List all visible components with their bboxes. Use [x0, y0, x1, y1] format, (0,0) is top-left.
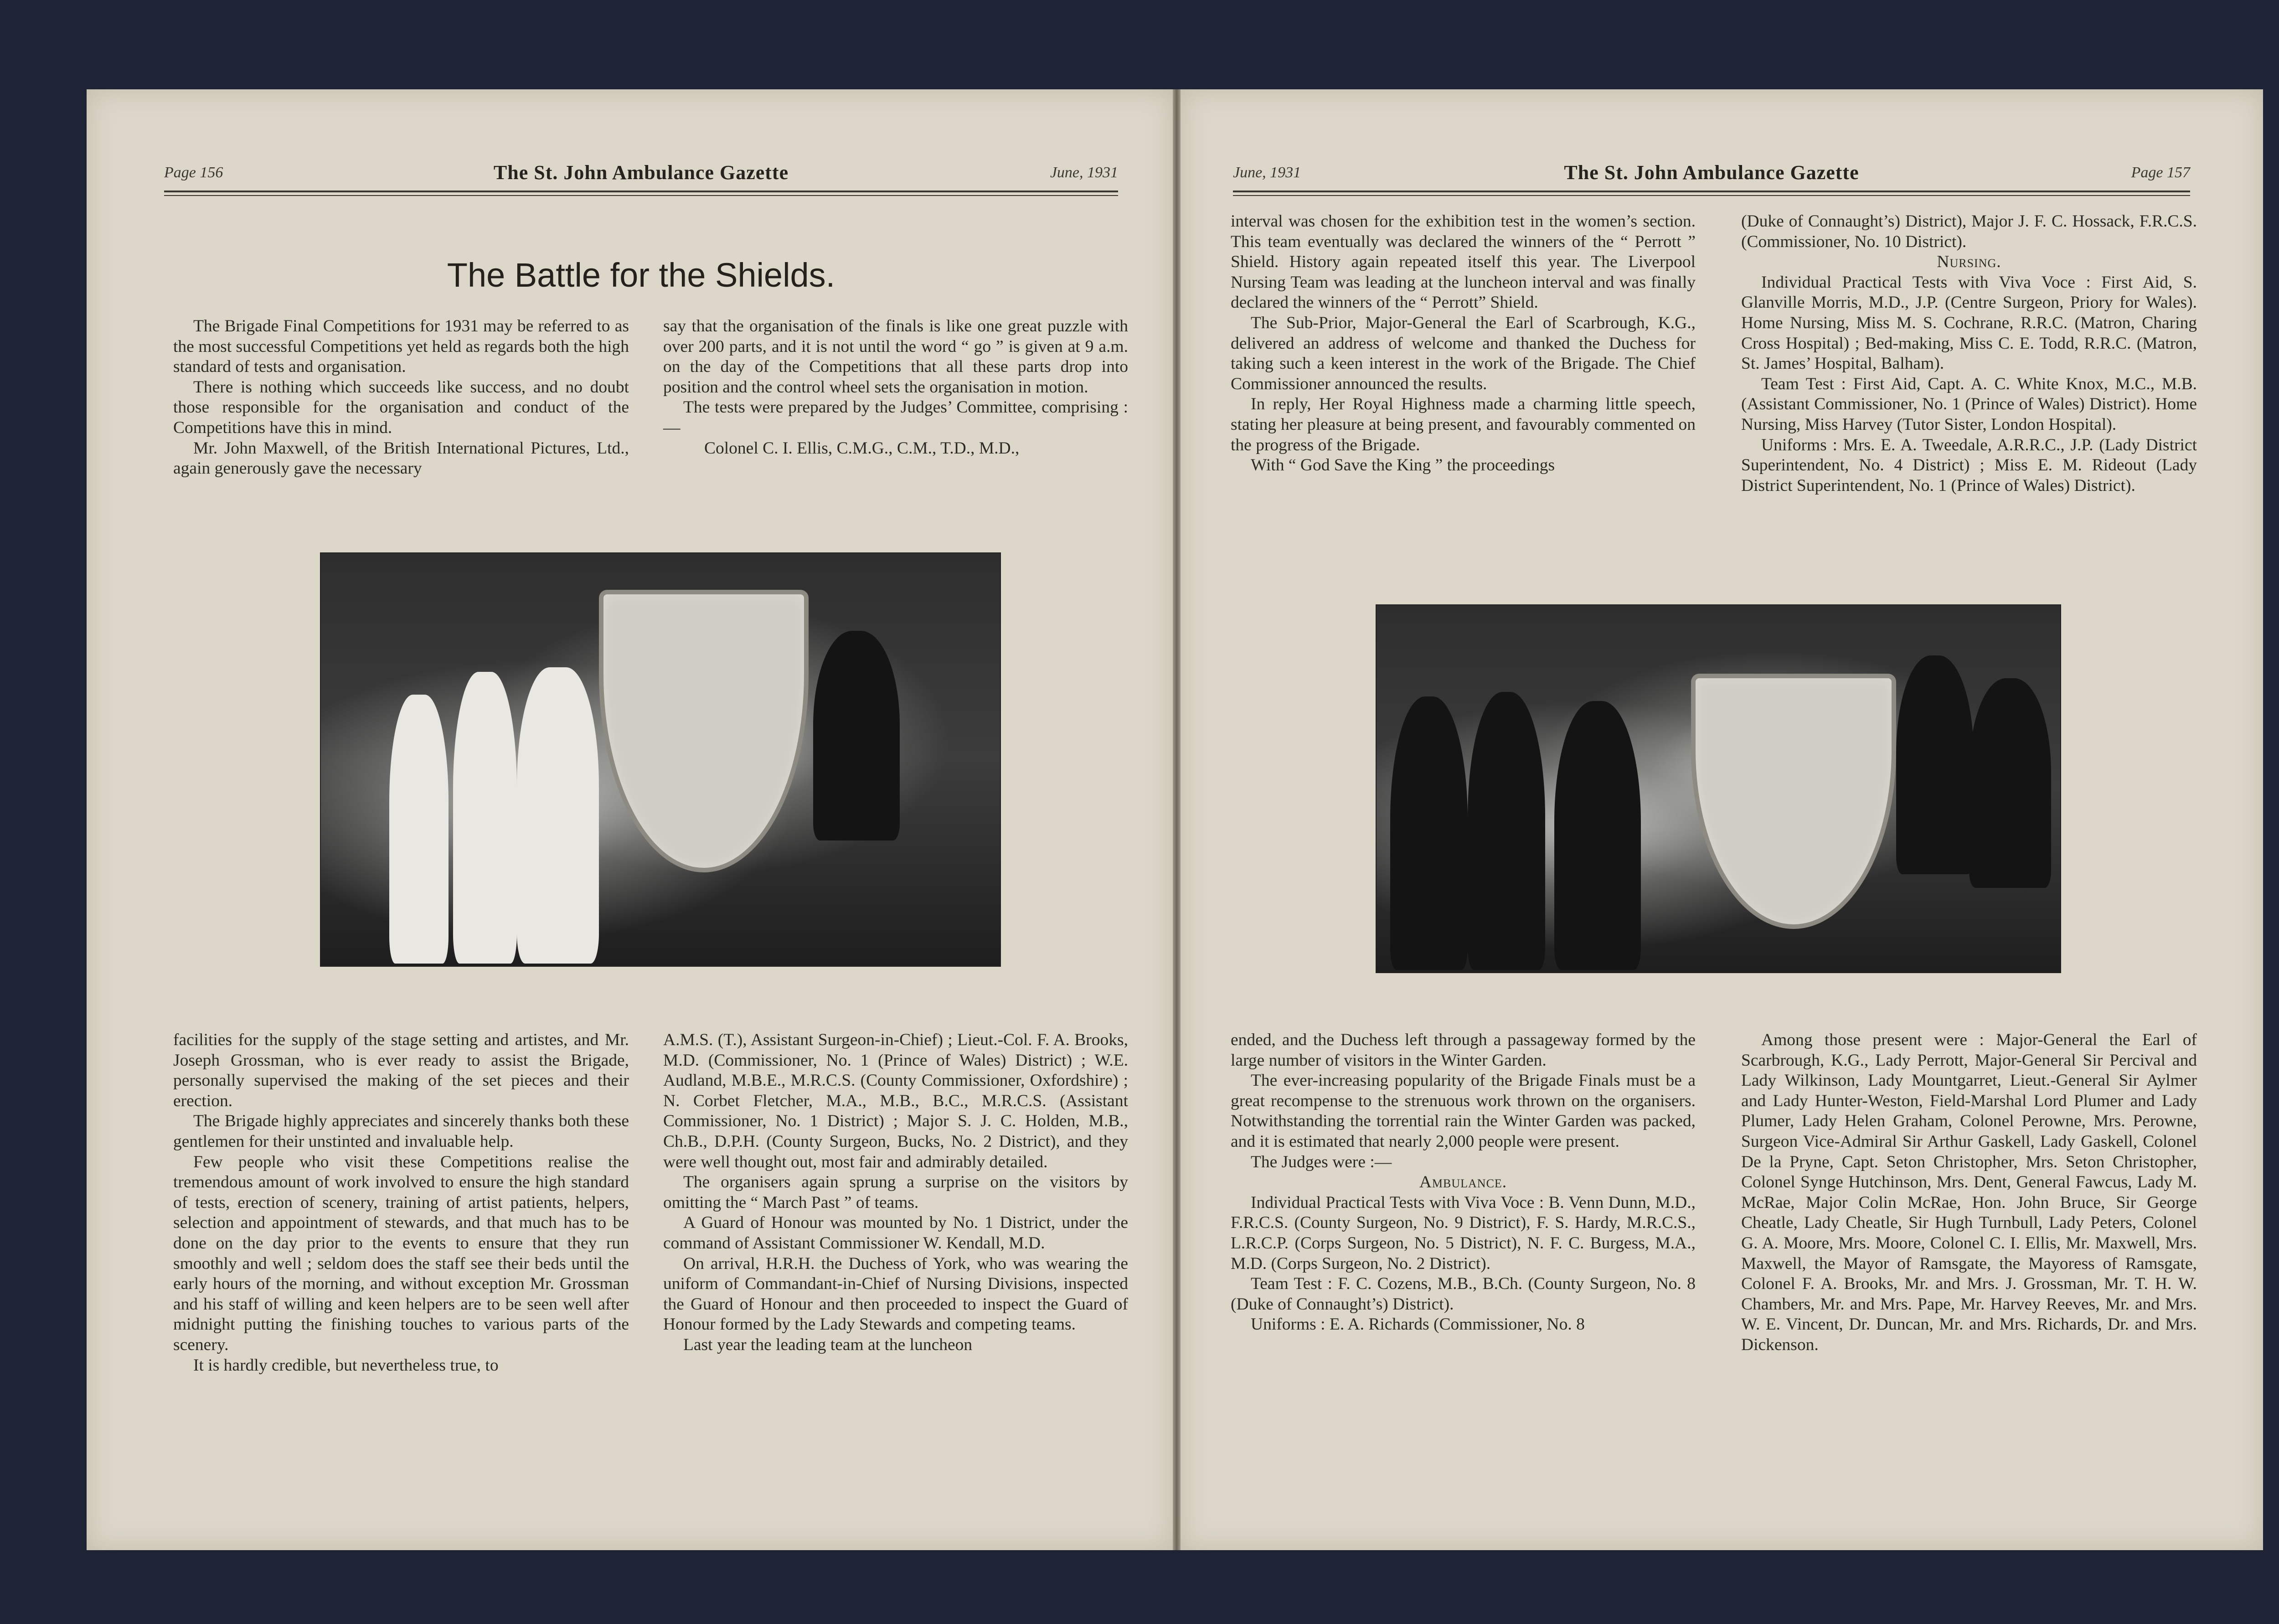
- nurses-with-shield-photo: [320, 552, 1001, 967]
- paragraph: On arrival, H.R.H. the Duchess of York, who was wearing the uniform of Commandant-in-Chief of Nursing Divisions, inspected the Guard of Honour and then proceeded to inspect the Guard of Honour formed by the Lady Stewards and competing teams.: [663, 1254, 1128, 1334]
- header-rule: [1233, 191, 2190, 192]
- section-heading: Ambulance.: [1419, 1173, 1507, 1192]
- paragraph: The Brigade Final Competitions for 1931 may be referred to as the most successful Competitions yet held as regards both the high standard of tests and organisation.: [173, 317, 629, 376]
- nurse-figure: [389, 695, 449, 964]
- ambulance-man-figure: [1468, 692, 1545, 970]
- ambulance-man-figure: [1390, 696, 1468, 970]
- paragraph: Colonel C. I. Ellis, C.M.G., C.M., T.D., M.D.,: [704, 438, 1020, 458]
- duchess-figure: [813, 631, 900, 840]
- masthead: The St. John Ambulance Gazette: [493, 161, 789, 184]
- paragraph: Among those present were : Major-General the Earl of Scarbrough, K.G., Lady Perrott, Major-General Sir Percival and Lady Wilkinson, Lady Mountgarret, Lieut.-General Sir Aylmer and Lady Hunter-Weston, Field-Marshal Lord Plumer and Lady Plumer, Lady Helen Graham, Colonel Perowne, Mrs. Perowne, Surgeon Vice-Admiral Sir Arthur Gaskell, Lady Gaskell, Colonel De la Pryne, Capt. Seton Christopher, Mrs. Seton Christopher, Colonel Synge Hutchinson, Mrs. Dent, General Fawcus, Lady M. McRae, Major Colin McRae, Hon. John Bruce, Sir George Cheatle, Lady Cheatle, Sir Hugh Turnbull, Lady Peters, Colonel G. A. Moore, Mrs. Moore, Colonel C. I. Ellis, Mr. Maxwell, Mrs. Maxwell, the Mayor of Ramsgate, the Mayoress of Ramsgate, Colonel F. A. Brooks, Mr. and Mrs. J. Grossman, Mr. T. H. W. Chambers, Mr. and Mrs. Pape, Mr. Harvey Reeves, Mr. and Mrs. W. E. Vincent, Dr. Duncan, Mr. and Mrs. Richards, Dr. and Mrs. Dickenson.: [1741, 1031, 2197, 1354]
- page-header: [164, 158, 1118, 185]
- paragraph: Uniforms : E. A. Richards (Commissioner, No. 8: [1251, 1315, 1585, 1334]
- paragraph: Individual Practical Tests with Viva Voce : B. Venn Dunn, M.D., F.R.C.S. (County Surgeon, No. 9 District), F. S. Hardy, M.R.C.S., L.R.C.P. (Corps Surgeon, No. 5 District), N. F. C. Burgess, M.A., M.D. (Corps Surgeon, No. 2 District).: [1231, 1193, 1696, 1273]
- paragraph: The tests were prepared by the Judges’ Committee, comprising :—: [663, 398, 1128, 437]
- paragraph: A.M.S. (T.), Assistant Surgeon-in-Chief) ; Lieut.-Col. F. A. Brooks, M.D. (Commissioner, No. 1 (Prince of Wales) District) ; W.E. Audland, M.B.E., M.R.C.S. (County Commissioner, Oxfordshire) ; N. Corbet Fletcher, M.A., M.B., B.C., M.R.C.S. (Assistant Commissioner, No. 1 District) ; Major S. J. C. Holden, M.B., Ch.B., D.P.H. (County Surgeon, Bucks, No. 2 District), and they were well thought out, most fair and admirably detailed.: [663, 1031, 1128, 1171]
- left-col2-bottom: [663, 1030, 1128, 1356]
- shield-trophy: [599, 590, 809, 872]
- right-page: [1181, 89, 2263, 1550]
- page-number: Page 157: [2131, 164, 2190, 181]
- shield-trophy: [1691, 674, 1896, 929]
- issue-date: June, 1931: [1233, 164, 1301, 181]
- paragraph: In reply, Her Royal Highness made a charming little speech, stating her pleasure at being present, and favourably commented on the progress of the Brigade.: [1231, 395, 1696, 454]
- nurse-figure: [453, 672, 517, 964]
- left-col2-top: [663, 316, 1128, 459]
- paragraph: Last year the leading team at the luncheon: [683, 1335, 973, 1354]
- issue-date: June, 1931: [1050, 164, 1118, 181]
- paragraph: The ever-increasing popularity of the Brigade Finals must be a great recompense to the strenuous work thrown on the organisers. Notwithstanding the torrential rain the Winter Garden was packed, and it is estimated that nearly 2,000 people were present.: [1231, 1071, 1696, 1151]
- paragraph: The organisers again sprung a surprise on the visitors by omitting the “ March Past ” of teams.: [663, 1173, 1128, 1212]
- paragraph: Few people who visit these Competitions realise the tremendous amount of work involved to ensure the high standard of tests, erection of scenery, training of artist patients, helpers, selection and appointment of stewards, and that much has to be done on the day prior to the events to ensure that they run smoothly and well ; seldom does the staff see their beds until the early hours of the morning, and without exception Mr. Grossman and his staff of willing and keen helpers are to be seen well after midnight putting the finishing touches to various parts of the scenery.: [173, 1152, 629, 1354]
- left-col1-bottom: [173, 1030, 629, 1376]
- section-heading: Nursing.: [1937, 253, 2001, 272]
- header-rule: [164, 191, 1118, 192]
- ambulance-man-figure: [1554, 701, 1641, 970]
- paragraph: (Duke of Connaught’s) District), Major J. F. C. Hossack, F.R.C.S. (Commissioner, No. 10 District).: [1741, 212, 2197, 251]
- right-col2-top: [1741, 211, 2197, 496]
- paragraph: With “ God Save the King ” the proceedings: [1251, 456, 1555, 475]
- paragraph: Uniforms : Mrs. E. A. Tweedale, A.R.R.C., J.P. (Lady District Superintendent, No. 4 District) ; Miss E. M. Rideout (Lady District Superintendent, No. 1 (Prince of Wales) District).: [1741, 435, 2197, 495]
- paragraph: interval was chosen for the exhibition test in the women’s section. This team eventually was declared the winners of the “ Perrott ” Shield. History again repeated itself this year. The Liverpool Nursing Team was leading at the luncheon interval and was finally declared the winners of the “ Perrott” Shield.: [1231, 212, 1696, 312]
- paragraph: The Judges were :—: [1251, 1152, 1392, 1171]
- page-number: Page 156: [164, 164, 223, 181]
- right-col1-top: [1231, 211, 1696, 476]
- paragraph: Team Test : First Aid, Capt. A. C. White Knox, M.C., M.B. (Assistant Commissioner, No. 1 (Prince of Wales) District). Home Nursing, Miss Harvey (Tutor Sister, London Hospital).: [1741, 374, 2197, 434]
- right-col2-bottom: [1741, 1030, 2197, 1356]
- article-headline: The Battle for the Shields.: [447, 256, 835, 294]
- paragraph: ended, and the Duchess left through a passageway formed by the large number of visitors in the Winter Garden.: [1231, 1031, 1696, 1070]
- left-col1-top: [173, 316, 629, 479]
- earl-figure: [1896, 655, 1974, 874]
- nurse-figure: [517, 667, 599, 964]
- paragraph: Team Test : F. C. Cozens, M.B., B.Ch. (County Surgeon, No. 8 (Duke of Connaught’s) District).: [1231, 1274, 1696, 1314]
- paragraph: There is nothing which succeeds like success, and no doubt those responsible for the organisation and conduct of the Competitions have this in mind.: [173, 377, 629, 437]
- paragraph: facilities for the supply of the stage setting and artistes, and Mr. Joseph Grossman, who is ever ready to assist the Brigade, personally supervised the making of the set pieces and their erection.: [173, 1031, 629, 1110]
- right-col1-bottom: [1231, 1030, 1696, 1335]
- paragraph: Mr. John Maxwell, of the British International Pictures, Ltd., again generously gave the necessary: [173, 438, 629, 478]
- book-gutter: [1173, 89, 1181, 1550]
- paragraph: It is hardly credible, but nevertheless true, to: [193, 1356, 499, 1375]
- page-header: [1233, 158, 2190, 185]
- paragraph: The Brigade highly appreciates and sincerely thanks both these gentlemen for their unstinted and invaluable help.: [173, 1112, 629, 1151]
- masthead: The St. John Ambulance Gazette: [1564, 161, 1859, 184]
- paragraph: The Sub-Prior, Major-General the Earl of Scarbrough, K.G., delivered an address of welcome and thanked the Duchess for taking such a keen interest in the work of the Brigade. The Chief Commissioner announced the results.: [1231, 313, 1696, 393]
- paragraph: say that the organisation of the finals is like one great puzzle with over 200 parts, and it is not until the word “ go ” is given at 9 a.m. on the day of the Competitions that all these parts drop into position and the control wheel sets the organisation in motion.: [663, 317, 1128, 397]
- header-rule-thin: [164, 195, 1118, 196]
- paragraph: Individual Practical Tests with Viva Voce : First Aid, S. Glanville Morris, M.D., J.P. (Centre Surgeon, Priory for Wales). Home Nursing, Miss M. S. Cochrane, R.R.C. (Matron, Charing Cross Hospital) ; Bed-making, Miss C. E. Todd, R.R.C. (Matron, St. James’ Hospital, Balham).: [1741, 273, 2197, 373]
- left-page: [87, 89, 1173, 1550]
- header-rule-thin: [1233, 195, 2190, 196]
- ambulance-men-with-shield-photo: [1376, 604, 2061, 973]
- paragraph: A Guard of Honour was mounted by No. 1 District, under the command of Assistant Commissioner W. Kendall, M.D.: [663, 1213, 1128, 1253]
- duchess-figure: [1969, 678, 2051, 888]
